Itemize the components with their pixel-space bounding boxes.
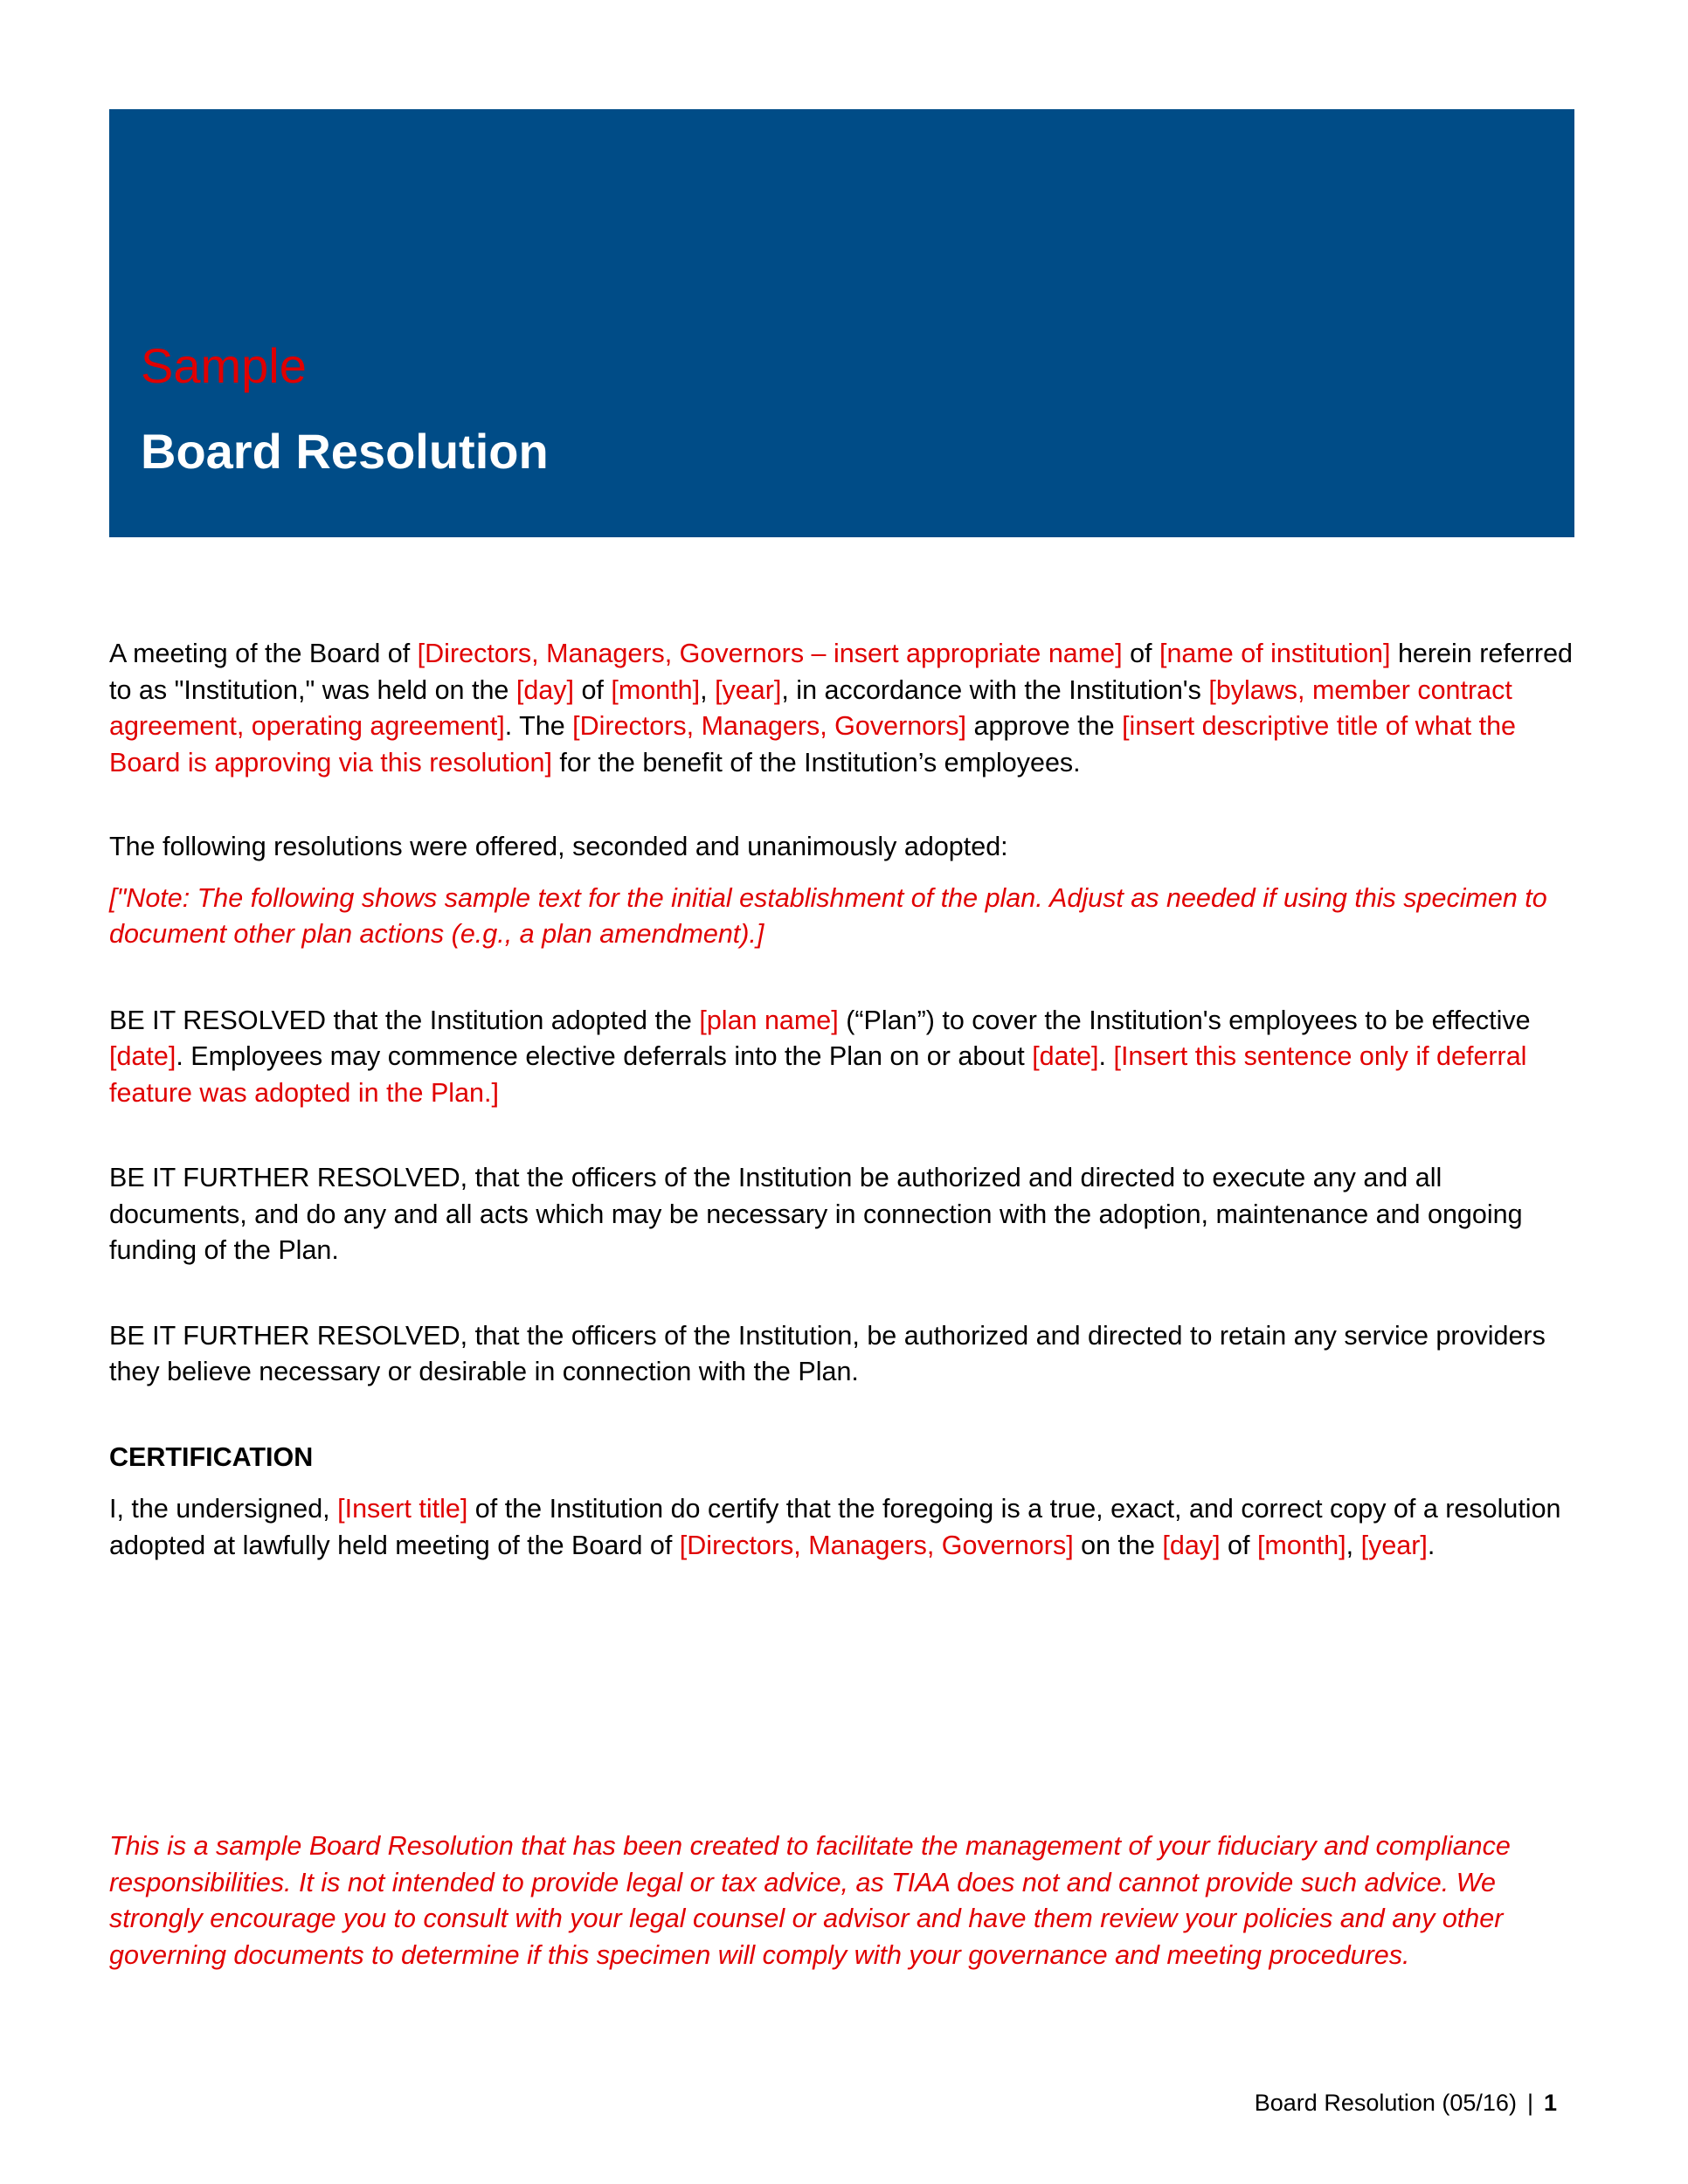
placeholder-title: [Insert title]	[337, 1494, 468, 1524]
placeholder-year: [year]	[1360, 1530, 1428, 1560]
text-run: ,	[700, 674, 716, 705]
text-run: ,	[1346, 1530, 1361, 1560]
document-body	[109, 636, 1586, 1564]
placeholder-board-type: [Directors, Managers, Governors]	[572, 711, 967, 741]
placeholder-day: [day]	[1162, 1530, 1221, 1560]
text-run: of	[1220, 1530, 1257, 1560]
placeholder-date: [date]	[1032, 1041, 1099, 1071]
placeholder-month: [month]	[1256, 1530, 1346, 1560]
placeholder-instruction: [Insert this sentence only if deferral feature was adopted in the Plan.]	[109, 1041, 1527, 1108]
sample-label: Sample	[141, 338, 307, 393]
text-run: I, the undersigned,	[109, 1494, 338, 1524]
text-run: , in accordance with the Institution's	[781, 674, 1209, 705]
text-run: of	[574, 674, 612, 705]
text-run: . Employees may commence elective deferrals into the Plan on or about	[176, 1041, 1033, 1071]
placeholder-board-type: [Directors, Managers, Governors]	[679, 1530, 1074, 1560]
footer-separator: |	[1526, 2090, 1533, 2116]
text-run: . The	[504, 711, 573, 741]
footer-label: Board Resolution (05/16)	[1254, 2090, 1517, 2116]
page-footer	[1255, 2087, 1557, 2118]
certification-heading: CERTIFICATION	[109, 1441, 314, 1472]
header-banner	[109, 109, 1574, 537]
note-paragraph: ["Note: The following shows sample text for the initial establishment of the plan. Adjust as needed if using this specimen to document other plan actions (e.g., a plan amendment).]	[109, 882, 1547, 949]
placeholder-month: [month]	[611, 674, 701, 705]
text-run: of the Institution do certify that the foregoing is a true, exact, and correct copy of a resolution adopted at lawfully held meeting of the Board of	[109, 1494, 1561, 1560]
document-title: Board Resolution	[141, 424, 549, 479]
placeholder-date: [date]	[109, 1041, 176, 1071]
text-run: approve the	[966, 711, 1123, 741]
further-resolution-paragraph: BE IT FURTHER RESOLVED, that the officers of the Institution, be authorized and directed to retain any service providers they believe necessary or desirable in connection with the Plan.	[109, 1320, 1546, 1386]
certification-paragraph	[109, 1491, 1586, 1564]
resolution-paragraph	[109, 1003, 1586, 1112]
text-run: of	[1122, 639, 1159, 668]
placeholder-descriptive-title: [insert descriptive title of what the Board is approving via this resolution]	[109, 711, 1517, 778]
text-run: A meeting of the Board of	[109, 639, 418, 668]
further-resolution-paragraph: BE IT FURTHER RESOLVED, that the officers of the Institution be authorized and directed to execute any and all documents, and do any and all acts which may be necessary in connection with the adoption, maintenance and ongoing funding of the Plan.	[109, 1163, 1523, 1265]
text-run: .	[1427, 1530, 1435, 1560]
text-run: BE IT RESOLVED that the Institution adopted the	[109, 1005, 700, 1035]
text-run: for the benefit of the Institution’s employees.	[551, 747, 1081, 778]
placeholder-day: [day]	[515, 674, 574, 705]
text-run: .	[1098, 1041, 1114, 1071]
placeholder-board-type: [Directors, Managers, Governors – insert appropriate name]	[417, 639, 1123, 668]
placeholder-plan-name: [plan name]	[699, 1005, 839, 1035]
placeholder-institution-name: [name of institution]	[1159, 639, 1391, 668]
disclaimer-paragraph: This is a sample Board Resolution that has been created to facilitate the management of your fiduciary and compliance responsibilities. It is not intended to provide legal or tax advice, as TIAA does not and cannot provide such advice. We strongly encourage you to consult with your legal counsel or advisor and have them review your policies and any other governing documents to determine if this specimen will comply with your governance and meeting procedures.	[109, 1831, 1511, 1970]
intro-paragraph: The following resolutions were offered, seconded and unanimously adopted:	[109, 832, 1008, 861]
placeholder-governing-document: [bylaws, member contract agreement, operating agreement]	[109, 674, 1512, 741]
placeholder-year: [year]	[715, 674, 782, 705]
page-number: 1	[1543, 2090, 1557, 2116]
meeting-paragraph	[109, 636, 1586, 781]
text-run: herein referred to as "Institution," was held on the	[109, 639, 1573, 705]
text-run: on the	[1073, 1530, 1163, 1560]
text-run: (“Plan”) to cover the Institution's employees to be effective	[838, 1005, 1531, 1035]
